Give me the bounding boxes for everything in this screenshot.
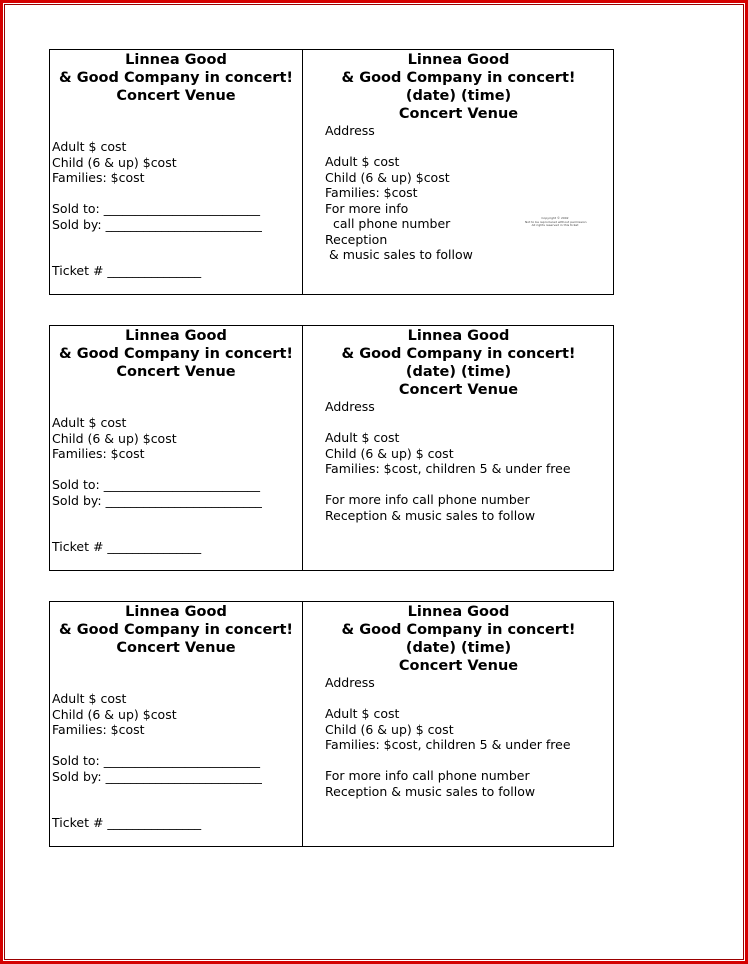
- main-line: For more info call phone number: [325, 768, 530, 783]
- stub-families-price: Families: $cost: [52, 446, 145, 461]
- main-title-datetime: (date) (time): [405, 364, 512, 380]
- stub-adult-price: Adult $ cost: [52, 139, 127, 154]
- copyright-line: Not to be reproduced without permission: [525, 219, 587, 224]
- main-title-venue: Concert Venue: [398, 658, 519, 674]
- stub-child-price: Child (6 & up) $cost: [52, 154, 177, 170]
- stub-sold-to: Sold to: _________________________: [52, 477, 260, 492]
- main-line: Families: $cost, children 5 & under free: [325, 737, 571, 752]
- main-line: Families: $cost, children 5 & under free: [325, 461, 571, 476]
- main-title-artist: Linnea Good: [407, 52, 510, 68]
- ticket-main: [303, 50, 614, 294]
- main-title-datetime: (date) (time): [405, 640, 512, 656]
- main-line: Reception: [325, 231, 388, 247]
- main-line: Adult $ cost: [325, 154, 400, 169]
- main-line: Adult $ cost: [325, 430, 400, 445]
- ticket-stub: [50, 602, 302, 846]
- stub-title-company: & Good Company in concert!: [59, 622, 293, 638]
- ticket-2: [49, 325, 614, 571]
- stub-sold-to: Sold to: _________________________: [52, 753, 260, 768]
- stub-child-price: Child (6 & up) $cost: [52, 706, 177, 722]
- ticket-main: [303, 326, 614, 570]
- main-line: Address: [325, 399, 375, 414]
- stub-families-price: Families: $cost: [52, 170, 145, 185]
- ticket-stub: [50, 326, 302, 570]
- copyright-line: All rights reserved in this ticket: [531, 223, 579, 227]
- stub-title-venue: Concert Venue: [116, 640, 236, 656]
- stub-title-artist: Linnea Good: [125, 328, 227, 344]
- stub-sold-by: Sold by: _________________________: [52, 216, 262, 232]
- stub-child-price: Child (6 & up) $cost: [52, 430, 177, 446]
- main-title-artist: Linnea Good: [407, 604, 510, 620]
- stub-sold-by: Sold by: _________________________: [52, 492, 262, 508]
- stub-title-artist: Linnea Good: [125, 52, 227, 68]
- main-line: call phone number: [325, 216, 451, 231]
- main-line: Families: $cost: [325, 185, 418, 200]
- main-line: Reception & music sales to follow: [325, 783, 536, 799]
- ticket-stub: [50, 50, 302, 294]
- stub-ticket-number: Ticket # _______________: [52, 815, 202, 830]
- main-title-venue: Concert Venue: [398, 382, 519, 398]
- main-title-company: & Good Company in concert!: [341, 70, 576, 86]
- main-line: Child (6 & up) $cost: [325, 169, 450, 185]
- stub-ticket-number: Ticket # _______________: [52, 263, 202, 278]
- main-line: Child (6 & up) $ cost: [325, 721, 454, 737]
- stub-families-price: Families: $cost: [52, 722, 145, 737]
- stub-title-venue: Concert Venue: [116, 364, 236, 380]
- ticket-3: [49, 601, 614, 847]
- main-line: For more info: [325, 200, 409, 216]
- stub-adult-price: Adult $ cost: [52, 691, 127, 706]
- main-title-datetime: (date) (time): [405, 88, 512, 104]
- ticket-1: [49, 49, 614, 295]
- main-line: Address: [325, 675, 375, 690]
- stub-title-artist: Linnea Good: [125, 604, 227, 620]
- main-line: Address: [325, 123, 375, 138]
- stub-adult-price: Adult $ cost: [52, 415, 127, 430]
- stub-title-company: & Good Company in concert!: [59, 346, 293, 362]
- copyright-note: [525, 217, 585, 228]
- stub-sold-to: Sold to: _________________________: [52, 201, 260, 216]
- main-line: & music sales to follow: [325, 247, 473, 262]
- stub-title-company: & Good Company in concert!: [59, 70, 293, 86]
- stub-sold-by: Sold by: _________________________: [52, 768, 262, 784]
- main-line: Adult $ cost: [325, 706, 400, 721]
- main-title-venue: Concert Venue: [398, 106, 519, 122]
- main-title-company: & Good Company in concert!: [341, 622, 576, 638]
- main-line: Child (6 & up) $ cost: [325, 445, 454, 461]
- main-line: Reception & music sales to follow: [325, 507, 536, 523]
- main-title-company: & Good Company in concert!: [341, 346, 576, 362]
- copyright-line: Copyright © 2002: [541, 216, 569, 220]
- stub-ticket-number: Ticket # _______________: [52, 539, 202, 554]
- ticket-main: [303, 602, 614, 846]
- stub-title-venue: Concert Venue: [116, 88, 236, 104]
- main-line: For more info call phone number: [325, 492, 530, 507]
- main-title-artist: Linnea Good: [407, 328, 510, 344]
